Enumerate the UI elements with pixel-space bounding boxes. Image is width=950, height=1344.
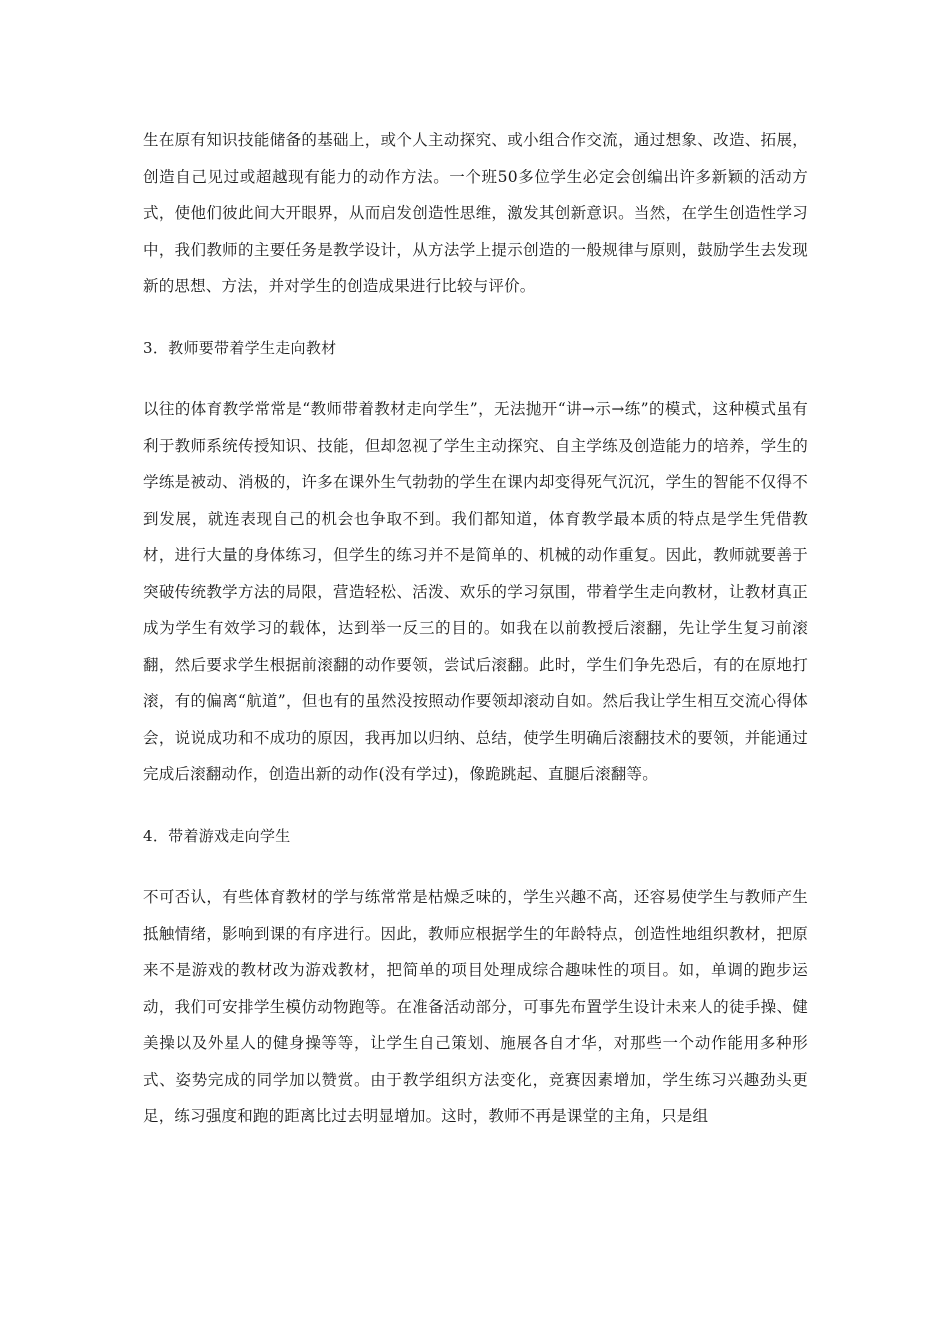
paragraph-spacer [143,366,808,391]
body-paragraph-creative-learning: 生在原有知识技能储备的基础上，或个人主动探究、或小组合作交流，通过想象、改造、拓展，创造自己见过或超越现有能力的动作方法。一个班50多位学生必定会创编出许多新颖的活动方式，使他们彼此间大开眼界，从而启发创造性思维，激发其创新意识。当然，在学生创造性学习中，我们教师的主要任务是教学设计，从方法学上提示创造的一般规律与原则，鼓励学生去发现新的思想、方法，并对学生的创造成果进行比较与评价。 [143,131,808,295]
paragraph-spacer [143,305,808,330]
document-page [143,122,808,1135]
body-paragraph-teaching-materials: 以往的体育教学常常是“教师带着教材走向学生”，无法抛开“讲→示→练”的模式，这种模式虽有利于教师系统传授知识、技能，但却忽视了学生主动探究、自主学练及创造能力的培养，学生的学练是被动、消极的，许多在课外生气勃勃的学生在课内却变得死气沉沉，学生的智能不仅得不到发展，就连表现自己的机会也争取不到。我们都知道，体育教学最本质的特点是学生凭借教材，进行大量的身体练习，但学生的练习并不是简单的、机械的动作重复。因此，教师就要善于突破传统教学方法的局限，营造轻松、活泼、欢乐的学习氛围，带着学生走向教材，让教材真正成为学生有效学习的载体，达到举一反三的目的。如我在以前教授后滚翻，先让学生复习前滚翻，然后要求学生根据前滚翻的动作要领，尝试后滚翻。此时，学生们争先恐后，有的在原地打滚，有的偏离“航道”，但也有的虽然没按照动作要领却滚动自如。然后我让学生相互交流心得体会，说说成功和不成功的原因，我再加以归纳、总结，使学生明确后滚翻技术的要领，并能通过完成后滚翻动作，创造出新的动作(没有学过)，像跪跳起、直腿后滚翻等。 [143,400,808,783]
paragraph-spacer [143,854,808,879]
section-heading-4: 4．带着游戏走向学生 [143,826,291,845]
body-paragraph-games: 不可否认，有些体育教材的学与练常常是枯燥乏味的，学生兴趣不高，还容易使学生与教师产生抵触情绪，影响到课的有序进行。因此，教师应根据学生的年龄特点，创造性地组织教材，把原来不是游戏的教材改为游戏教材，把简单的项目处理成综合趣味性的项目。如，单调的跑步运动，我们可安排学生模仿动物跑等。在准备活动部分，可事先布置学生设计未来人的徒手操、健美操以及外星人的健身操等等，让学生自己策划、施展各自才华，对那些一个动作能用多种形式、姿势完成的同学加以赞赏。由于教学组织方法变化，竞赛因素增加，学生练习兴趣劲头更足，练习强度和跑的距离比过去明显增加。这时，教师不再是课堂的主角，只是组 [143,888,808,1125]
paragraph-spacer [143,793,808,818]
section-heading-3: 3．教师要带着学生走向教材 [143,338,337,357]
